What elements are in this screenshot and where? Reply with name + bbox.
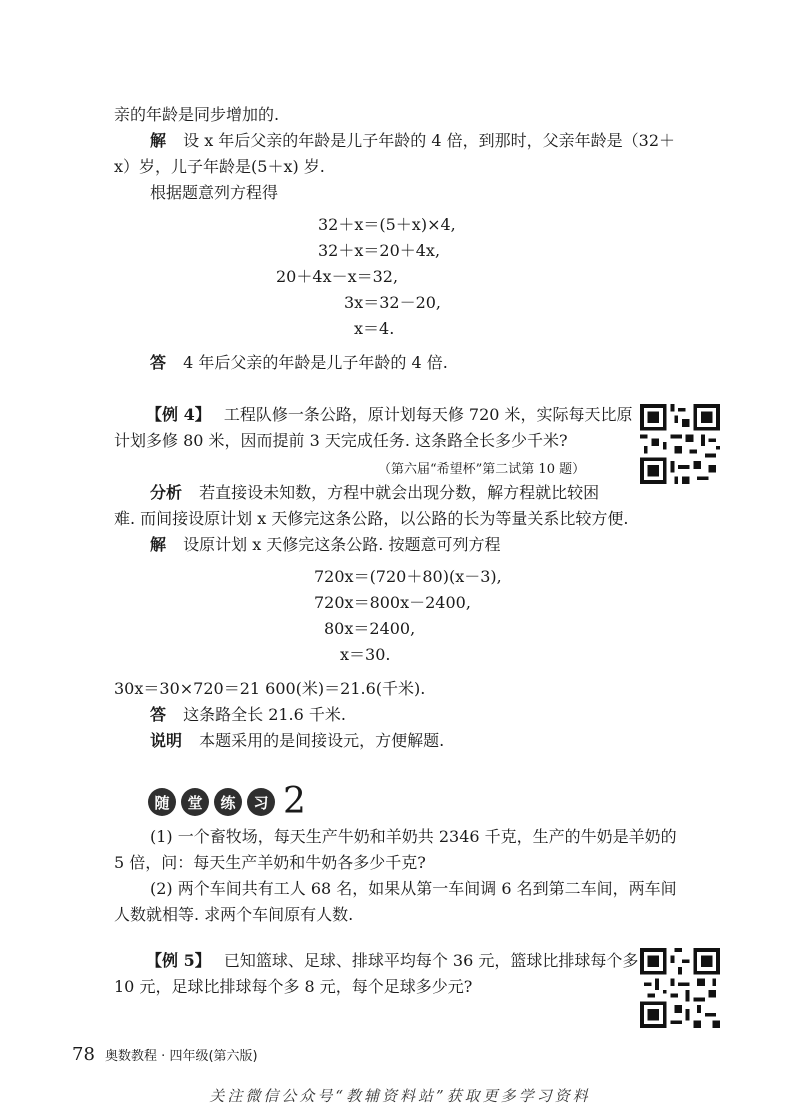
equation-line: 20＋4x－x＝32, bbox=[276, 267, 399, 286]
practice-section-title bbox=[148, 782, 306, 822]
example-4-text-cont: 计划多修 80 米，因而提前 3 天完成任务. 这条路全长多少千米? bbox=[114, 431, 568, 450]
equation-line: 720x＝(720＋80)(x－3), bbox=[314, 567, 502, 586]
book-title: 奥数教程 · 四年级(第六版) bbox=[105, 1049, 258, 1064]
analysis-text-cont: 难. 而间接设原计划 x 天修完这条公路，以公路的长为等量关系比较方便. bbox=[114, 509, 629, 528]
solution-text-cont: x）岁，儿子年龄是(5＋x) 岁. bbox=[114, 157, 325, 176]
answer-label: 答 bbox=[150, 705, 167, 724]
analysis-line bbox=[150, 482, 599, 504]
solution-line bbox=[150, 534, 500, 556]
problem-source: （第六届“希望杯”第二试第 10 题） bbox=[378, 462, 586, 477]
equation-line: 32＋x＝(5＋x)×4, bbox=[318, 215, 456, 234]
practice-title-char: 堂 bbox=[181, 788, 209, 816]
example-4-title bbox=[146, 404, 633, 426]
page-number: 78 bbox=[72, 1044, 95, 1065]
equation-line: 32＋x＝20＋4x, bbox=[318, 241, 441, 260]
equation-line: 3x＝32－20, bbox=[344, 293, 442, 312]
answer-text: 这条路全长 21.6 千米. bbox=[183, 705, 346, 724]
note-text: 本题采用的是间接设元，方便解题. bbox=[199, 731, 445, 750]
example-5-text: 已知篮球、足球、排球平均每个 36 元，篮球比排球每个多 bbox=[223, 951, 639, 970]
page-footer bbox=[72, 1044, 258, 1065]
example-5-title bbox=[146, 950, 638, 972]
equation-line: 720x＝800x－2400, bbox=[314, 593, 471, 612]
practice-title-char: 随 bbox=[148, 788, 176, 816]
practice-title-char: 练 bbox=[214, 788, 242, 816]
practice-question-cont: 5 倍，问：每天生产羊奶和牛奶各多少千克? bbox=[114, 853, 426, 872]
solution-label: 解 bbox=[150, 131, 167, 150]
qr-code-icon[interactable] bbox=[640, 948, 720, 1028]
promo-banner: 关注微信公众号“教辅资料站”获取更多学习资料 bbox=[209, 1087, 591, 1105]
paragraph-continuation: 亲的年龄是同步增加的. bbox=[114, 105, 280, 124]
practice-title-char: 习 bbox=[247, 788, 275, 816]
practice-question: (2) 两个车间共有工人 68 名，如果从第一车间调 6 名到第二车间，两车间 bbox=[150, 879, 677, 898]
note-line bbox=[150, 730, 444, 752]
example-5-label: 【例 5】 bbox=[146, 951, 211, 970]
analysis-text: 若直接设未知数，方程中就会出现分数，解方程就比较困 bbox=[199, 483, 600, 502]
answer-text: 4 年后父亲的年龄是儿子年龄的 4 倍. bbox=[183, 353, 448, 372]
equation-line: 80x＝2400, bbox=[324, 619, 416, 638]
answer-line bbox=[150, 352, 448, 374]
equation-line: x＝30. bbox=[340, 645, 391, 664]
example-4-text: 工程队修一条公路，原计划每天修 720 米，实际每天比原 bbox=[223, 405, 633, 424]
answer-label: 答 bbox=[150, 353, 167, 372]
example-5-text-cont: 10 元，足球比排球每个多 8 元，每个足球多少元? bbox=[114, 977, 473, 996]
practice-question: (1) 一个畜牧场，每天生产牛奶和羊奶共 2346 千克，生产的牛奶是羊奶的 bbox=[150, 827, 677, 846]
result-line: 30x＝30×720＝21 600(米)＝21.6(千米). bbox=[114, 679, 426, 698]
note-label: 说明 bbox=[150, 731, 183, 750]
equation-intro: 根据题意列方程得 bbox=[150, 183, 279, 202]
solution-label: 解 bbox=[150, 535, 167, 554]
solution-intro bbox=[150, 130, 675, 152]
equation-line: x＝4. bbox=[354, 319, 395, 338]
solution-text: 设原计划 x 天修完这条公路. 按题意可列方程 bbox=[183, 535, 501, 554]
practice-question-cont: 人数就相等. 求两个车间原有人数. bbox=[114, 905, 354, 924]
analysis-label: 分析 bbox=[150, 483, 183, 502]
qr-code-icon[interactable] bbox=[640, 404, 720, 484]
example-4-label: 【例 4】 bbox=[146, 405, 211, 424]
solution-text: 设 x 年后父亲的年龄是儿子年龄的 4 倍，到那时，父亲年龄是（32＋ bbox=[183, 131, 676, 150]
practice-number: 2 bbox=[283, 781, 306, 822]
answer-line bbox=[150, 704, 346, 726]
